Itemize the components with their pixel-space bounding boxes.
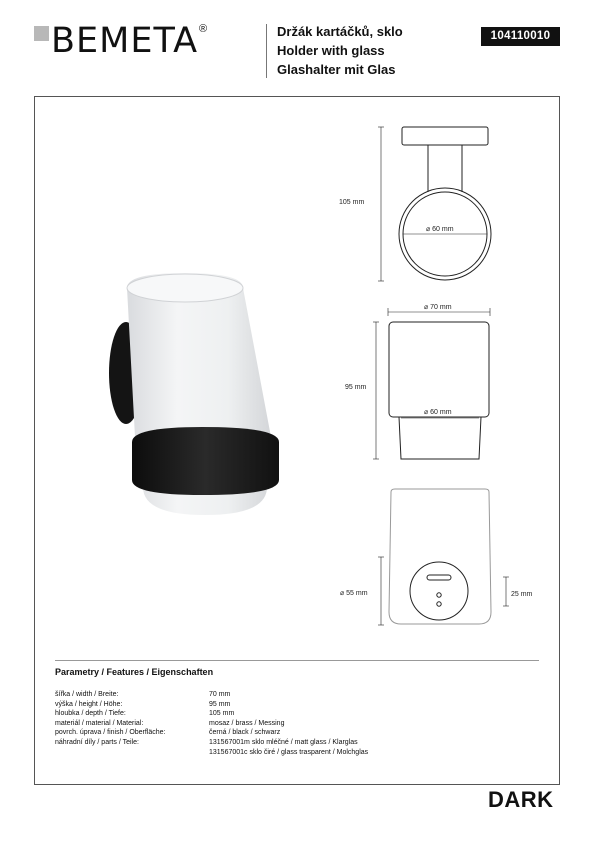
brand-logo	[34, 22, 207, 62]
top-view	[378, 127, 491, 281]
param-row	[55, 738, 368, 748]
param-row	[55, 728, 368, 738]
header-divider	[266, 24, 267, 78]
param-row	[55, 690, 368, 700]
dim-glass-top: ⌀ 70 mm	[424, 304, 452, 311]
drawing-frame	[34, 96, 560, 785]
registered-mark: ®	[199, 23, 208, 35]
params-title: Parametry / Features / Eigenschaften	[55, 667, 214, 677]
title-cz: Držák kartáčků, sklo	[277, 24, 403, 39]
brand-name: BEMETA	[51, 21, 199, 61]
param-value: 70 mm	[209, 691, 231, 698]
param-label	[55, 748, 209, 758]
dim-glass-bottom: ⌀ 60 mm	[424, 409, 452, 416]
dim-rosette-depth: 25 mm	[511, 591, 533, 598]
rear-view	[378, 489, 509, 625]
product-image	[109, 273, 279, 515]
dim-depth: 105 mm	[339, 199, 365, 206]
title-de: Glashalter mit Glas	[277, 62, 396, 77]
param-row	[55, 719, 368, 729]
param-value: 131567001c sklo čiré / glass trasparent / Molchglas	[209, 748, 369, 756]
param-value: 95 mm	[209, 700, 231, 708]
side-view	[373, 308, 490, 459]
param-value: mosaz / brass / Messing	[209, 719, 285, 727]
param-label: náhradní díly / parts / Teile:	[55, 738, 139, 746]
dim-height: 95 mm	[345, 384, 367, 391]
series-label: DARK	[488, 787, 554, 812]
section-divider	[55, 660, 539, 661]
param-row	[55, 709, 368, 719]
dim-ring: ⌀ 60 mm	[426, 226, 454, 233]
dim-rosette: ⌀ 55 mm	[340, 590, 368, 597]
logo-square	[34, 26, 49, 41]
param-row	[55, 700, 368, 710]
title-en: Holder with glass	[277, 43, 385, 58]
param-label: hloubka / depth / Tiefe:	[55, 710, 126, 718]
product-code: 104110010	[481, 27, 560, 46]
param-value: 131567001m sklo mléčné / matt glass / Klarglas	[209, 738, 358, 746]
param-row	[55, 748, 368, 758]
param-label: materiál / material / Material:	[55, 719, 144, 727]
product-titles	[277, 22, 403, 79]
param-value: 105 mm	[209, 710, 235, 718]
param-label: výška / height / Höhe:	[55, 700, 123, 708]
params-table	[55, 690, 368, 757]
technical-drawing	[35, 97, 561, 660]
param-value: černá / black / schwarz	[209, 729, 281, 737]
param-label: povrch. úprava / finish / Oberfläche:	[55, 729, 166, 737]
param-label: šířka / width / Breite:	[55, 691, 119, 698]
